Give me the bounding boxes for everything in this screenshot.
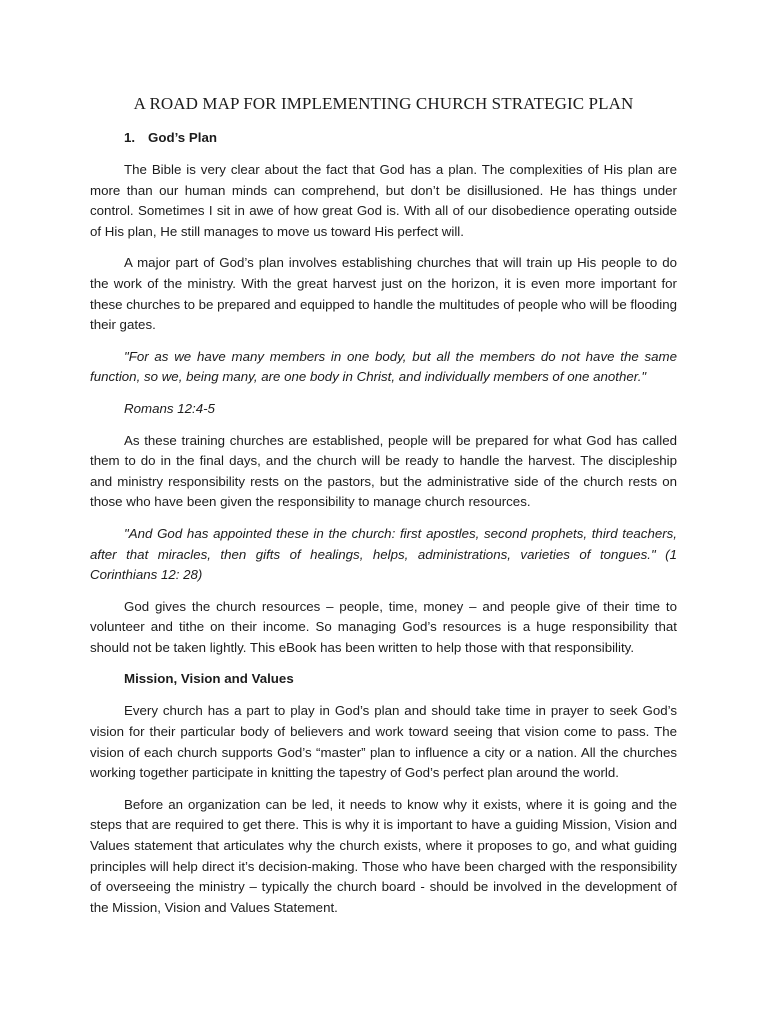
document-page [90,92,677,929]
section-number: 1. [124,130,136,145]
paragraph-church-resources: God gives the church resources – people, time, money – and people give of their time to volunteer and tithe on their income. So managing God’s resources is a huge responsibility that should not be taken lightly. This eBook has been written to help those with that responsibility. [90,598,677,655]
paragraph-gods-plan-intro: The Bible is very clear about the fact that God has a plan. The complexities of His plan are more than our human minds can comprehend, but don’t be disillusioned. He has things under control. Sometimes I sit in awe of how great God is. With all of our disobedience operating outside of His plan, He still manages to move us toward His perfect will. [90,162,677,239]
section-heading-text: God’s Plan [148,130,217,145]
paragraph-training-churches: As these training churches are established, people will be prepared for what God has called them to do in the final days, and the church will be ready to handle the harvest. The discipleship and ministry responsibility rests on the pastors, but the administrative side of the church rests on those who have been given the responsibility to manage church resources. [90,432,677,510]
section-heading-gods-plan [90,128,677,148]
paragraph-organization-led: Before an organization can be led, it needs to know why it exists, where it is going and the steps that are required to get there. This is why it is important to have a guiding Mission, Vision and Values statement that articulates why the church exists, where it proposes to go, and what guiding principles will help direct it’s decision-making. Those who have been charged with the responsibility of overseeing the ministry – typically the church board - should be involved in the development of the Mission, Vision and Values Statement. [90,796,677,915]
scripture-reference-romans: Romans 12:4-5 [124,400,215,416]
paragraph-church-part: Every church has a part to play in God’s plan and should take time in prayer to seek God’s vision for their particular body of believers and work toward seeing that vision come to pass. The vision of each church supports God’s “master” plan to influence a city or a nation. All the churches working together participate in knitting the tapestry of God’s perfect plan around the world. [90,703,677,781]
paragraph-establishing-churches: A major part of God’s plan involves establishing churches that will train up His people to do the work of the ministry. With the great harvest just on the horizon, it is even more important for these churches to be prepared and equipped to handle the multitudes of people who will be flooding their gates. [90,255,677,333]
document-title: A ROAD MAP FOR IMPLEMENTING CHURCH STRATEGIC PLAN [133,94,634,113]
section-heading-mission-vision-values: Mission, Vision and Values [124,671,294,687]
scripture-quote-corinthians: "And God has appointed these in the church: first apostles, second prophets, third teachers, after that miracles, then gifts of healings, helps, administrations, varieties of tongues." (1 Corinthians 12: 28) [90,525,677,583]
scripture-quote-romans: "For as we have many members in one body, but all the members do not have the same function, so we, being many, are one body in Christ, and individually members of one another." [90,348,677,385]
